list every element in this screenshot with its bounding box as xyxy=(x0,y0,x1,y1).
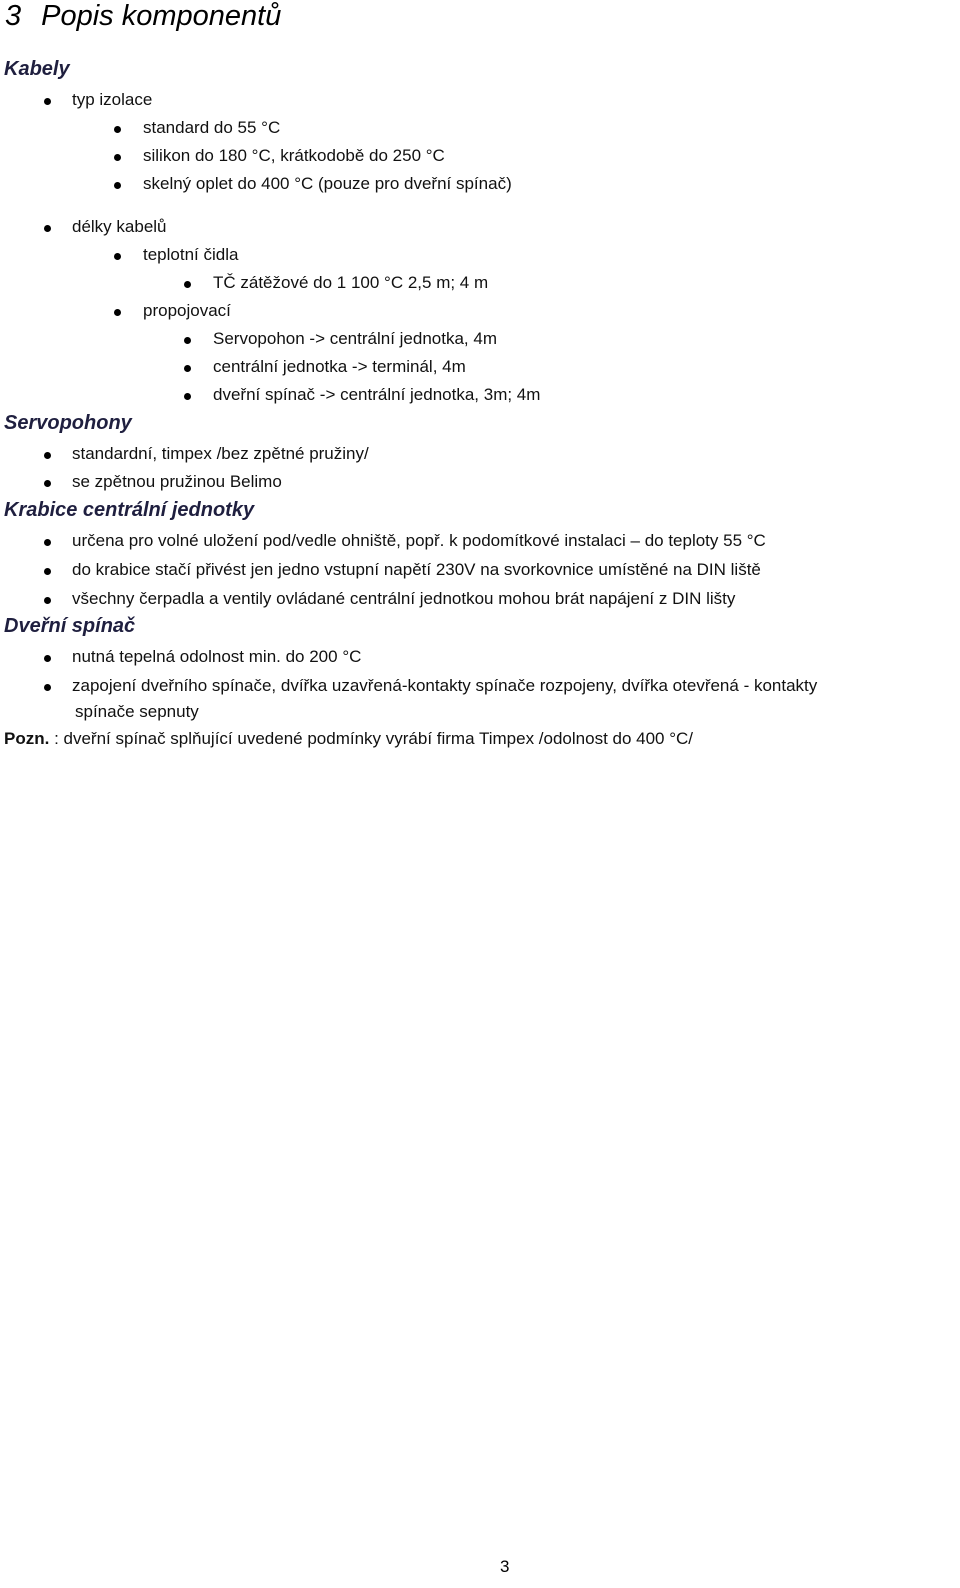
list-item-continuation: spínače sepnuty xyxy=(75,702,199,721)
dverni-spinac-heading: Dveřní spínač xyxy=(4,615,136,637)
typ-izolace-label: typ izolace xyxy=(72,90,153,109)
servopohony-heading: Servopohony xyxy=(4,412,132,434)
note-label: Pozn. xyxy=(4,729,50,748)
section-number: 3 xyxy=(5,0,22,32)
bullet-icon xyxy=(44,225,51,232)
list-item: skelný oplet do 400 °C (pouze pro dveřní spínač) xyxy=(143,174,512,193)
list-item: standard do 55 °C xyxy=(143,118,281,137)
bullet-icon xyxy=(44,539,51,546)
bullet-icon xyxy=(114,154,121,161)
bullet-icon xyxy=(44,480,51,487)
delky-kabelu-label: délky kabelů xyxy=(72,217,167,236)
krabice-heading: Krabice centrální jednotky xyxy=(4,499,255,521)
list-item: silikon do 180 °C, krátkodobě do 250 °C xyxy=(143,146,445,165)
bullet-icon xyxy=(184,281,191,288)
list-item: všechny čerpadla a ventily ovládané centrální jednotkou mohou brát napájení z DIN lišty xyxy=(72,589,736,608)
bullet-icon xyxy=(44,597,51,604)
list-item: nutná tepelná odolnost min. do 200 °C xyxy=(72,647,362,666)
list-item: standardní, timpex /bez zpětné pružiny/ xyxy=(72,444,369,463)
note-text: : dveřní spínač splňující uvedené podmínky vyrábí firma Timpex /odolnost do 400 °C/ xyxy=(49,729,694,748)
list-item: centrální jednotka -> terminál, 4m xyxy=(213,357,466,376)
list-item: Servopohon -> centrální jednotka, 4m xyxy=(213,329,497,348)
bullet-icon xyxy=(44,98,51,105)
kabely-heading: Kabely xyxy=(4,58,70,80)
bullet-icon xyxy=(114,126,121,133)
bullet-icon xyxy=(184,365,191,372)
page-number: 3 xyxy=(500,1557,510,1576)
list-item: dveřní spínač -> centrální jednotka, 3m; 4m xyxy=(213,385,541,404)
list-item: určena pro volné uložení pod/vedle ohniště, popř. k podomítkové instalaci – do teploty 55 °C xyxy=(72,531,766,550)
section-heading xyxy=(5,0,281,33)
bullet-icon xyxy=(44,684,51,691)
bullet-icon xyxy=(184,337,191,344)
list-item: se zpětnou pružinou Belimo xyxy=(72,472,282,491)
bullet-icon xyxy=(44,568,51,575)
bullet-icon xyxy=(114,182,121,189)
bullet-icon xyxy=(184,393,191,400)
list-item: do krabice stačí přivést jen jedno vstupní napětí 230V na svorkovnice umístěné na DIN liště xyxy=(72,560,761,579)
bullet-icon xyxy=(44,655,51,662)
section-title: Popis komponentů xyxy=(41,0,282,32)
bullet-icon xyxy=(44,452,51,459)
teplotni-cidla-label: teplotní čidla xyxy=(143,245,239,264)
list-item: TČ zátěžové do 1 100 °C 2,5 m; 4 m xyxy=(213,273,489,292)
bullet-icon xyxy=(114,309,121,316)
list-item: zapojení dveřního spínače, dvířka uzavřená-kontakty spínače rozpojeny, dvířka otevřená - kontakty xyxy=(72,676,818,695)
note xyxy=(4,729,693,749)
bullet-icon xyxy=(114,253,121,260)
propojovaci-label: propojovací xyxy=(143,301,231,320)
